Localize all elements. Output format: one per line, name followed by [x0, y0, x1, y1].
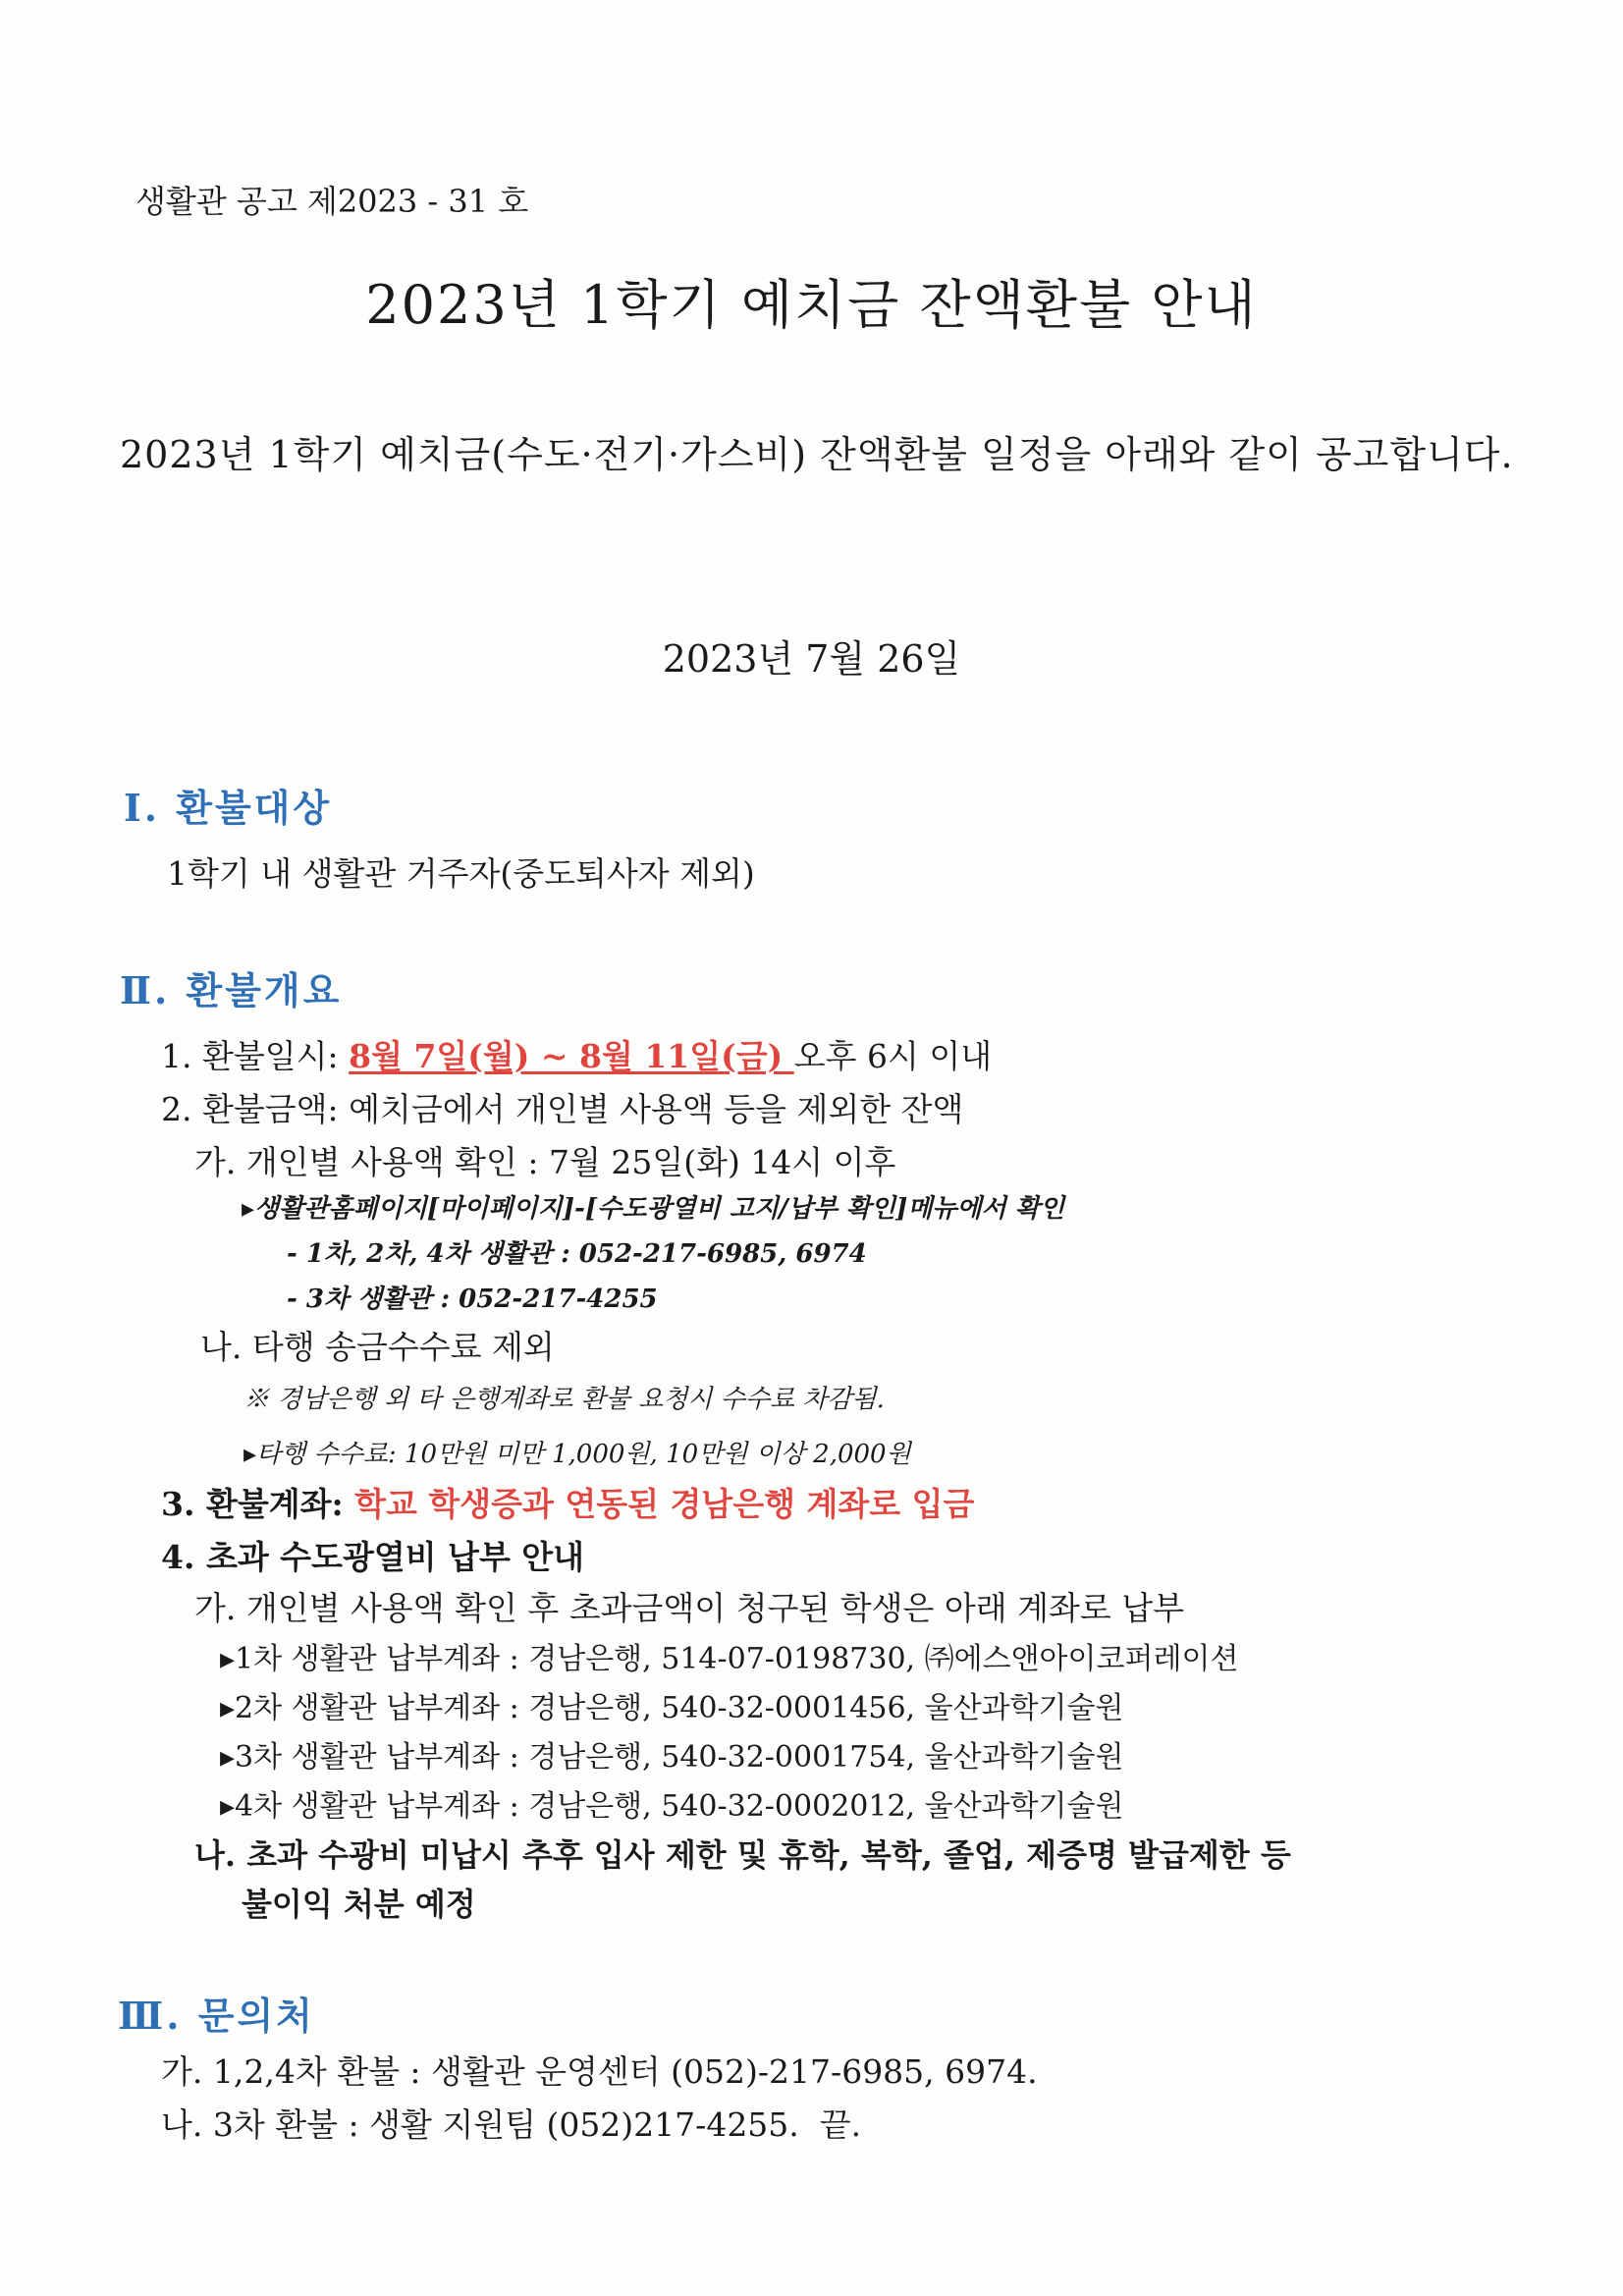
fee-deduction-note: ※ 경남은행 외 타 은행계좌로 환불 요청시 수수료 차감됨. [243, 1385, 885, 1414]
inquiry-dorm-3 [161, 2100, 861, 2146]
homepage-note: ▸생활관홈페이지[마이페이지]-[수도광열비 고지/납부 확인]메뉴에서 확인 [242, 1194, 1065, 1224]
excess-payment-item: 4. 초과 수도광열비 납부 안내 [161, 1538, 585, 1576]
page-title: 2023년 1학기 예치금 잔액환불 안내 [365, 274, 1258, 336]
refund-date-highlight: 8월 7일(월) ~ 8월 11일(금) [349, 1037, 794, 1075]
contact-dorm-124: - 1차, 2차, 4차 생활관 : 052-217-6985, 6974 [287, 1239, 867, 1269]
notice-date: 2023년 7월 26일 [662, 637, 961, 681]
fee-amount-note: ▸타행 수수료: 10만원 미만 1,000원, 10만원 이상 2,000원 [243, 1440, 911, 1469]
inquiry-dorm-124: 가. 1,2,4차 환불 : 생활관 운영센터 (052)-217-6985, 6974. [161, 2052, 1038, 2091]
contact-dorm-3: - 3차 생활관 : 052-217-4255 [287, 1285, 658, 1314]
account-dorm-2: ▸2차 생활관 납부계좌 : 경남은행, 540-32-0001456, 울산과학기술원 [220, 1691, 1124, 1725]
account-dorm-3: ▸3차 생활관 납부계좌 : 경남은행, 540-32-0001754, 울산과학기술원 [220, 1740, 1124, 1775]
refund-account-item [161, 1479, 974, 1525]
account-dorm-1: ▸1차 생활관 납부계좌 : 경남은행, 514-07-0198730, ㈜에스앤아이코퍼레이션 [220, 1642, 1239, 1676]
refund-date-label: 1. 환불일시: [161, 1037, 350, 1075]
refund-amount-item: 2. 환불금액: 예치금에서 개인별 사용액 등을 제외한 잔액 [161, 1090, 964, 1128]
section3-heading: Ⅲ. 문의처 [118, 1994, 315, 2038]
usage-check-item: 가. 개인별 사용액 확인 : 7월 25일(화) 14시 이후 [194, 1143, 896, 1181]
refund-date-suffix: 오후 6시 이내 [793, 1037, 993, 1075]
section1-heading: Ⅰ. 환불대상 [124, 786, 333, 830]
excess-payment-guide: 가. 개인별 사용액 확인 후 초과금액이 청구된 학생은 아래 계좌로 납부 [194, 1589, 1184, 1627]
refund-account-highlight: 학교 학생증과 연동된 경남은행 계좌로 입금 [354, 1485, 975, 1523]
unpaid-penalty-line1: 나. 초과 수광비 미납시 추후 입사 제한 및 휴학, 복학, 졸업, 제증명 발급제한 등 [194, 1836, 1291, 1874]
section2-heading: Ⅱ. 환불개요 [120, 968, 343, 1012]
refund-date-item [161, 1031, 992, 1077]
inquiry-dorm-3-text: 나. 3차 환불 : 생활 지원팀 (052)217-4255. [161, 2105, 799, 2144]
section1-body: 1학기 내 생활관 거주자(중도퇴사자 제외) [167, 854, 755, 893]
transfer-fee-item: 나. 타행 송금수수료 제외 [200, 1328, 555, 1366]
account-dorm-4: ▸4차 생활관 납부계좌 : 경남은행, 540-32-0002012, 울산과학기술원 [220, 1789, 1124, 1824]
notice-number: 생활관 공고 제2023 - 31 호 [135, 183, 529, 220]
unpaid-penalty-line2: 불이익 처분 예정 [242, 1886, 476, 1923]
refund-account-label: 3. 환불계좌: [161, 1485, 355, 1523]
intro-paragraph: 2023년 1학기 예치금(수도·전기·가스비) 잔액환불 일정을 아래와 같이 공고합니다. [120, 433, 1514, 476]
end-mark: 끝. [819, 2105, 862, 2144]
